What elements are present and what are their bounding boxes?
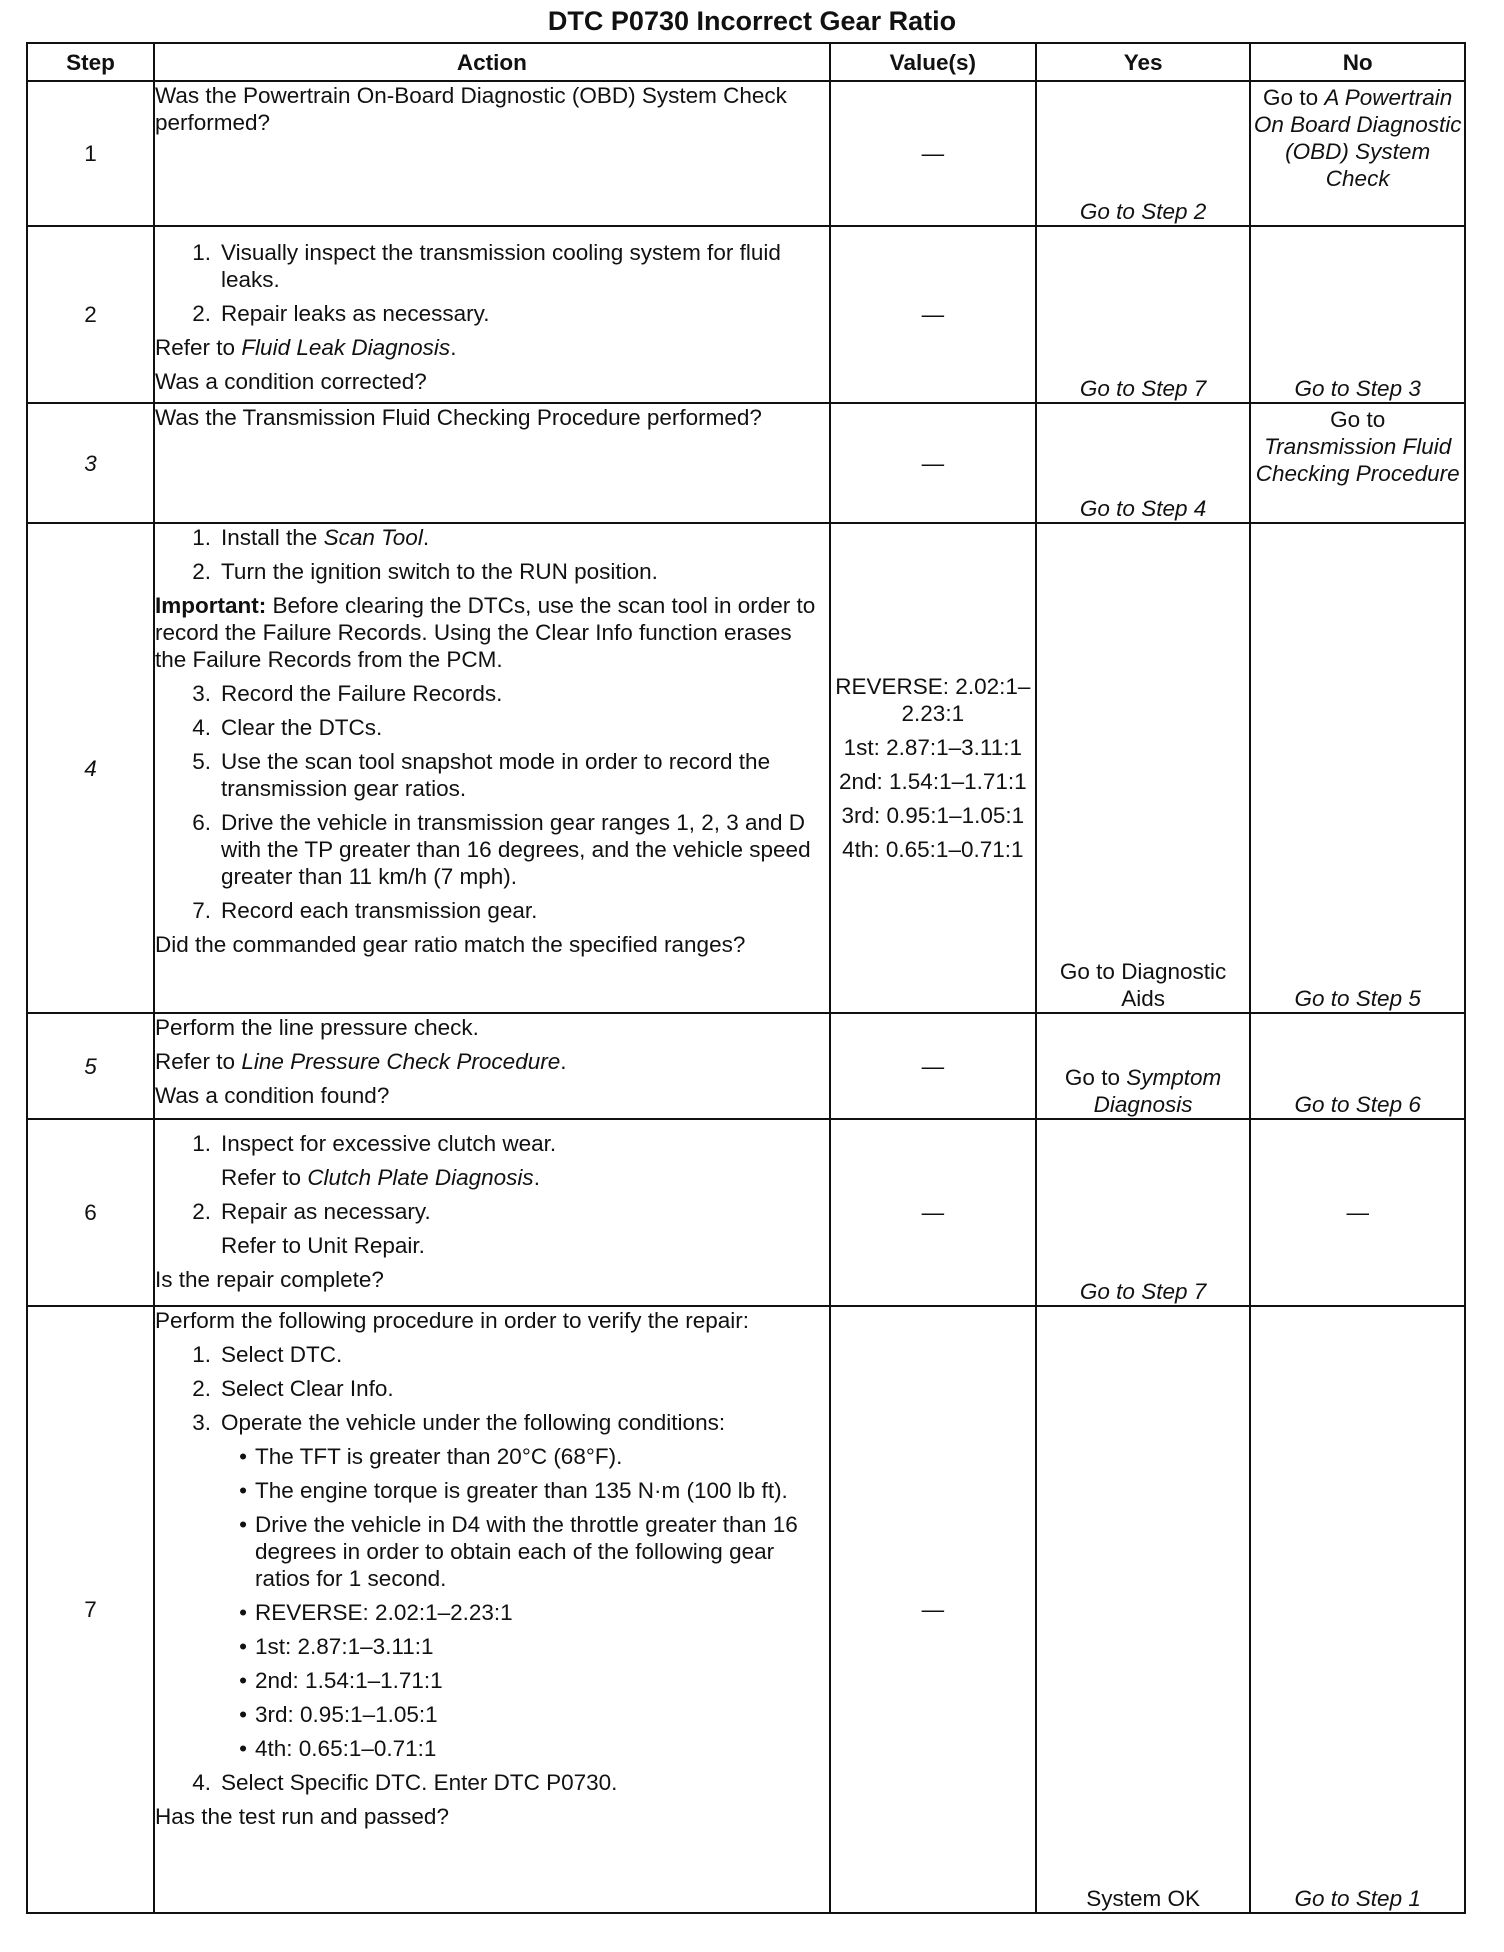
no-cell: Go to Step 5 [1250,523,1465,1013]
list-item: 2. Repair leaks as necessary. [192,301,490,326]
header-values: Value(s) [830,43,1036,81]
list-item: 7. Record each transmission gear. [192,898,538,923]
no-cell: Go to Step 1 [1250,1306,1465,1913]
no-cell [1250,81,1465,226]
table-row [27,1306,1465,1913]
yes-cell: Go to Step 4 [1036,403,1251,523]
bullet-item: • 2nd: 1.54:1–1.71:1 [239,1668,443,1693]
step-number: 2 [27,226,154,403]
action-text: Was the Powertrain On-Board Diagnostic (OBD) System Check performed? [155,83,787,135]
no-text: Go to [1263,85,1325,110]
important-note: Important: Before clearing the DTCs, use the scan tool in order to record the Failure Records. Using the Clear Info function erases the Failure Records from the PCM. [155,593,816,672]
value-dash: — [830,1119,1036,1306]
step-number: 3 [27,403,154,523]
table-row [27,523,1465,1013]
question-text: Is the repair complete? [155,1267,384,1292]
refer-text: Refer to Fluid Leak Diagnosis. [155,335,457,360]
value-dash: — [830,1013,1036,1119]
no-cell: Go to Step 6 [1250,1013,1465,1119]
action-text: Was the Transmission Fluid Checking Procedure performed? [155,405,762,430]
list-item: 1. Select DTC. [192,1342,343,1367]
header-step: Step [27,43,154,81]
bullet-item: • The engine torque is greater than 135 N·m (100 lb ft). [239,1478,788,1503]
action-cell [154,1119,830,1306]
action-text: Perform the following procedure in order to verify the repair: [155,1308,750,1333]
no-link-text: A Powertrain On Board Diagnostic (OBD) System Check [1253,85,1462,191]
no-cell [1250,403,1465,523]
values-cell [830,523,1036,1013]
step-number: 4 [27,523,154,1013]
refer-text: Refer to Unit Repair. [221,1233,425,1258]
value-dash: — [830,226,1036,403]
action-cell [154,403,830,523]
action-cell [154,81,830,226]
action-cell [154,1306,830,1913]
header-no: No [1250,43,1465,81]
action-cell [154,523,830,1013]
yes-cell: Go to Step 2 [1036,81,1251,226]
list-item: 4. Select Specific DTC. Enter DTC P0730. [192,1770,618,1795]
list-item: 3. Record the Failure Records. [192,681,503,706]
list-item: 1. Install the Scan Tool. [192,525,430,550]
table-row [27,1013,1465,1119]
list-item: 1. Inspect for excessive clutch wear. [192,1131,557,1156]
refer-text: Refer to Line Pressure Check Procedure. [155,1049,567,1074]
question-text: Has the test run and passed? [155,1804,449,1829]
action-text: Perform the line pressure check. [155,1015,479,1040]
diagnostic-table [26,42,1466,1914]
no-text: Go to [1330,407,1386,432]
action-cell [154,1013,830,1119]
step-number: 6 [27,1119,154,1306]
value-dash: — [830,81,1036,226]
yes-cell: Go to Step 7 [1036,1119,1251,1306]
step-number: 1 [27,81,154,226]
list-item: 3. Operate the vehicle under the following conditions: [192,1410,726,1435]
question-text: Was a condition found? [155,1083,390,1108]
list-item: 2. Turn the ignition switch to the RUN position. [192,559,658,584]
gear-ratio-value: 1st: 2.87:1–3.11:1 [843,735,1023,760]
list-item: 5. Use the scan tool snapshot mode in order to record the transmission gear ratios. [192,749,771,801]
list-item: 1. Visually inspect the transmission cooling system for fluid leaks. [192,240,781,292]
yes-cell: System OK [1036,1306,1251,1913]
bullet-item: • Drive the vehicle in D4 with the throttle greater than 16 degrees in order to obtain each of the following gear ratios for 1 second. [239,1512,798,1591]
gear-ratio-value: 4th: 0.65:1–0.71:1 [842,837,1024,862]
list-item: 6. Drive the vehicle in transmission gear ranges 1, 2, 3 and D with the TP greater than 16 degrees, and the vehicle speed greater than 11 km/h (7 mph). [192,810,811,889]
header-row [27,43,1465,81]
step-number: 7 [27,1306,154,1913]
header-yes: Yes [1036,43,1251,81]
step-number: 5 [27,1013,154,1119]
list-item: 2. Select Clear Info. [192,1376,394,1401]
gear-ratio-value: 2nd: 1.54:1–1.71:1 [838,769,1027,794]
table-row [27,403,1465,523]
bullet-item: • REVERSE: 2.02:1–2.23:1 [239,1600,513,1625]
value-dash: — [830,1306,1036,1913]
bullet-item: • 4th: 0.65:1–0.71:1 [239,1736,437,1761]
yes-cell: Go to Step 7 [1036,226,1251,403]
bullet-item: • 3rd: 0.95:1–1.05:1 [239,1702,438,1727]
header-action: Action [154,43,830,81]
no-link-text: Transmission Fluid Checking Procedure [1255,434,1460,486]
refer-text: Refer to Clutch Plate Diagnosis. [221,1165,540,1190]
table-row [27,1119,1465,1306]
question-text: Did the commanded gear ratio match the specified ranges? [155,932,746,957]
list-item: 2. Repair as necessary. [192,1199,431,1224]
bullet-item: • 1st: 2.87:1–3.11:1 [239,1634,434,1659]
value-dash: — [830,403,1036,523]
yes-cell: Go to Diagnostic Aids [1036,523,1251,1013]
no-cell: — [1250,1119,1465,1306]
page-title: DTC P0730 Incorrect Gear Ratio [547,6,957,36]
yes-cell: Go to Symptom Diagnosis [1036,1013,1251,1119]
bullet-item: • The TFT is greater than 20°C (68°F). [239,1444,623,1469]
question-text: Was a condition corrected? [155,369,427,394]
table-row [27,226,1465,403]
list-item: 4. Clear the DTCs. [192,715,383,740]
table-row [27,81,1465,226]
gear-ratio-value: REVERSE: 2.02:1–2.23:1 [835,674,1031,726]
action-cell [154,226,830,403]
no-cell: Go to Step 3 [1250,226,1465,403]
gear-ratio-value: 3rd: 0.95:1–1.05:1 [841,803,1025,828]
